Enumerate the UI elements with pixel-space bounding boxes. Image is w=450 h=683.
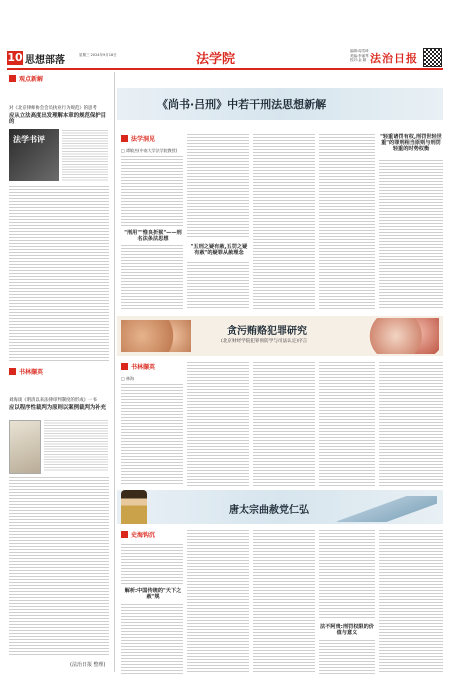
issue-date: 星期三 2024年9月18日 bbox=[79, 53, 117, 57]
editor-info: 编辑:周雪琦 美编:李丽琴 校对:金 颖 bbox=[350, 49, 369, 62]
s2-label-text: 书林撷英 bbox=[131, 364, 156, 371]
newspaper-name: 法治日报 bbox=[370, 52, 418, 65]
left-section2-label-text: 书林撷英 bbox=[19, 369, 44, 376]
s3-col1-body-b bbox=[121, 604, 183, 674]
left-section2-label bbox=[9, 367, 43, 376]
tang-banner-title: 唐太宗曲赦党仁弘 bbox=[229, 505, 309, 516]
s3-sub1: 解析:中国传统的"天下之赦"规 bbox=[124, 588, 182, 600]
s1-sub3: "轻重诸罚有权,刑罚世轻世重"的罪刑相当原则与刑罚轻重的时势权衡 bbox=[380, 134, 442, 152]
s1-col2-body-b bbox=[187, 262, 249, 310]
s1-label-text: 法学洞见 bbox=[131, 136, 156, 143]
s1-label bbox=[121, 134, 155, 143]
s2-label bbox=[121, 362, 155, 371]
mountain-illustration bbox=[337, 496, 437, 522]
s3-label bbox=[121, 530, 155, 539]
article1-body bbox=[9, 186, 109, 361]
money-illustration bbox=[367, 318, 439, 354]
s3-col5-body bbox=[379, 530, 443, 674]
s3-col3-body bbox=[253, 530, 315, 674]
s1-col2-body-a bbox=[187, 134, 249, 238]
s1-col1-body-a bbox=[121, 156, 183, 226]
section-marker-icon bbox=[121, 363, 128, 370]
article2-body-right bbox=[44, 420, 108, 472]
s3-col4-body-a bbox=[319, 530, 375, 620]
article1-title-main: 应从立法高度出发理解本章的规范保护目的 bbox=[9, 113, 107, 125]
s1-sub2: "五刑之疑有赦,五罚之疑有赦"的疑罪从赦理念 bbox=[190, 244, 248, 256]
qr-code-icon bbox=[423, 48, 442, 67]
s2-col1-body bbox=[121, 384, 183, 486]
section-marker-icon bbox=[9, 75, 16, 82]
s1-byline: □ 谭敏杰(中南大学法学院教授) bbox=[121, 148, 178, 153]
article1-title-small: 对《北京律师协会会员执业行为规范》的思考 bbox=[9, 106, 97, 111]
s3-col2-body bbox=[187, 530, 249, 674]
book-cover-title: 法学书评 bbox=[13, 135, 45, 144]
emperor-illustration bbox=[121, 490, 147, 524]
article1-body-right bbox=[62, 130, 108, 182]
s2-col2-body bbox=[187, 362, 249, 486]
s3-label-text: 史海钩沉 bbox=[131, 532, 156, 539]
corruption-banner bbox=[117, 316, 443, 356]
s1-sub1: "刑用""惟良折狱"——刑名法条法思想 bbox=[124, 230, 182, 242]
left-section-label bbox=[9, 74, 43, 83]
article2-body bbox=[9, 477, 109, 657]
section-marker-icon bbox=[121, 531, 128, 538]
article2-title-small: 刘海谈《明清以来法律审判制度的形成》一书 bbox=[9, 398, 97, 403]
book-cover-image bbox=[9, 129, 59, 181]
header-rule bbox=[7, 68, 443, 70]
section-name: 思想部落 bbox=[25, 55, 65, 66]
s3-col4-body-b bbox=[319, 640, 375, 674]
s2-col4-body bbox=[319, 362, 375, 486]
handshake-illustration bbox=[121, 320, 191, 352]
section-marker-icon bbox=[121, 135, 128, 142]
s1-col5-body bbox=[379, 160, 443, 310]
left-section-label-text: 观点新解 bbox=[19, 76, 44, 83]
tang-banner bbox=[117, 490, 443, 524]
column-title: 法学院 bbox=[196, 52, 236, 67]
s3-col1-body-a bbox=[121, 544, 183, 584]
main-heading: 《尚书·吕刑》中若干刑法思想新解 bbox=[157, 98, 327, 111]
column-divider bbox=[114, 72, 115, 672]
s3-sub2: 法不阿贵:刑罚权限的价值与意义 bbox=[320, 624, 374, 636]
s2-col3-body bbox=[253, 362, 315, 486]
s1-col3-body bbox=[253, 134, 315, 310]
article2-title-main: 应以程序性裁判为原则以案例裁判为补充 bbox=[9, 405, 107, 411]
book2-cover-image bbox=[9, 420, 41, 474]
page-number: 10 bbox=[7, 51, 23, 64]
s1-col1-body-b bbox=[121, 245, 183, 310]
s2-col5-body bbox=[379, 362, 443, 486]
corruption-banner-title: 贪污贿赂犯罪研究 bbox=[227, 326, 307, 337]
corruption-banner-sub: (北京财经学院犯罪预防学与司法认定)序言 bbox=[221, 339, 308, 344]
section-marker-icon bbox=[9, 368, 16, 375]
main-heading-banner bbox=[117, 88, 443, 120]
s1-col4-body bbox=[319, 134, 375, 310]
left-footer-note: (法治日报 整理) bbox=[70, 662, 106, 668]
s2-byline: □ 林海 bbox=[121, 376, 135, 381]
